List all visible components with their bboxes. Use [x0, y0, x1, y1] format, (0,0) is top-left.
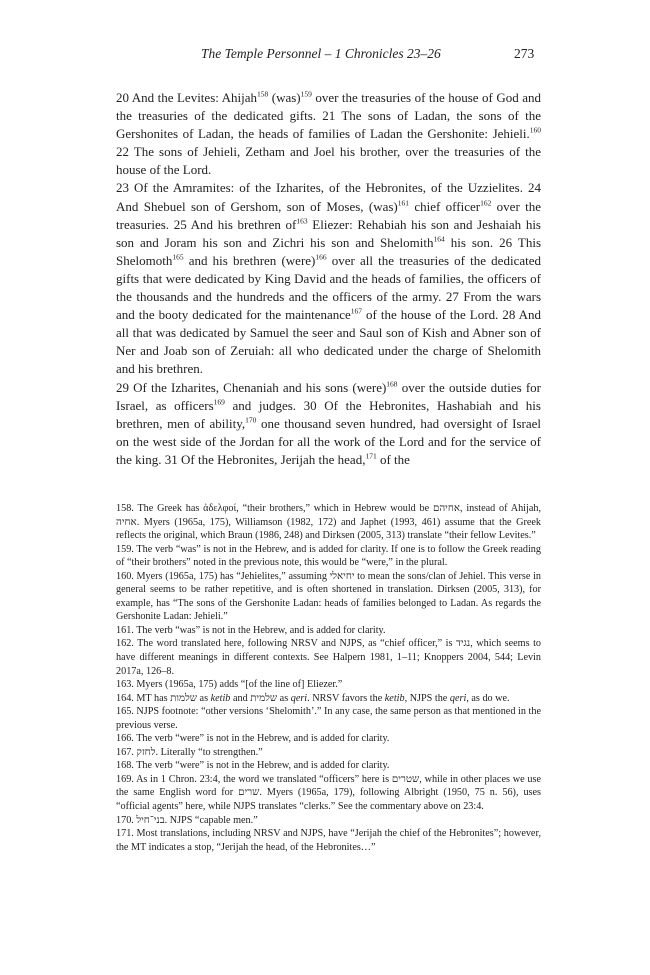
footnote-ref-161[interactable]: 161	[397, 198, 410, 208]
footnote-165: 165. NJPS footnote: “other versions ‘Shelomith’.” In any case, the same person as that mentioned in the previous verse.	[116, 706, 541, 731]
footnote-ref-164[interactable]: 164	[433, 234, 445, 244]
footnote-ref-169[interactable]: 169	[213, 397, 225, 407]
footnote-ref-168[interactable]: 168	[386, 379, 398, 389]
main-text	[116, 89, 541, 469]
paragraph-verses-29-31: 29 Of the Izharites, Chenaniah and his sons (were)$^{168}$ over the outside duties for Israel, as officers$^{169}$ and judges. 30 Of the Hebronites, Hashabiah and his brethren, men of ability,$^{170}$ one thousand seven hundred, had oversight of Israel on the west side of the Jordan for all the work of the Lord and for the service of the king. 31 Of the Hebronites, Jerijah the head,$^{171}$ of the	[116, 379, 541, 467]
footnote-ref-167[interactable]: 167	[350, 306, 363, 316]
footnote-ref-158[interactable]: 158	[257, 89, 269, 99]
footnote-168: 168. The verb “were” is not in the Hebrew, and is added for clarity.	[116, 760, 390, 772]
page-number: 273	[514, 46, 535, 61]
footnote-161: 161. The verb “was” is not in the Hebrew, and is added for clarity.	[116, 624, 386, 636]
running-title: The Temple Personnel – 1 Chronicles 23–26	[201, 46, 441, 61]
footnote-169: 169. As in 1 Chron. 23:4, the word we translated “officers” here is שטרים, while in other places we use the same English word for שרים. Myers (1965a, 179), following Albright (1950, 75 n. 56), uses “official agents” here, while NJPS translates “clerks.” See the commentary above on 23:4.	[116, 773, 542, 813]
footnote-164: 164. MT has שלמות as ketib and שלמית as qeri. NRSV favors the ketib, NJPS the qeri, as do we.	[116, 692, 510, 704]
footnote-ref-160[interactable]: 160	[529, 125, 541, 135]
footnote-171: 171. Most translations, including NRSV and NJPS, have “Jerijah the chief of the Hebronites”; however, the MT indicates a stop, “Jerijah the head, of the Hebronites…”	[116, 828, 541, 853]
footnote-ref-165[interactable]: 165	[172, 252, 184, 262]
footnote-ref-170[interactable]: 170	[245, 415, 257, 425]
footnote-ref-159[interactable]: 159	[300, 89, 312, 99]
paragraph-verses-20-22: 20 And the Levites: Ahijah$^{158}$ (was)$^{159}$ over the treasuries of the house of God and the treasuries of the dedicated gifts. 21 The sons of Ladan, the sons of the Gershonites of Ladan, the heads of families of Ladan the Gershonite: Jehieli.$^{160}$ 22 The sons of Jehieli, Zetham and Joel his brother, over the treasuries of the house of the Lord.	[116, 89, 541, 178]
footnote-ref-162[interactable]: 162	[480, 198, 492, 208]
footnote-166: 166. The verb “were” is not in the Hebrew, and is added for clarity.	[116, 733, 390, 745]
footnote-ref-171[interactable]: 171	[365, 451, 377, 461]
footnote-ref-166[interactable]: 166	[315, 252, 327, 262]
footnotes	[116, 502, 541, 854]
footnote-159: 159. The verb “was” is not in the Hebrew, and is added for clarity. If one is to follow the Greek reading of “their brothers” noted in the previous note, this would be “were,” in the plural.	[116, 543, 541, 569]
page-header	[0, 46, 650, 66]
footnote-163: 163. Myers (1965a, 175) adds “[of the line of] Eliezer.”	[116, 679, 343, 691]
footnote-160: 160. Myers (1965a, 175) has “Jehielites,” assuming יחיאלי to mean the sons/clan of Jehiel. This verse in general seems to be rather repetitive, and is often shortened in translation. Dirksen (2005, 313), for example, has “The sons of the Gershonite Ladan: heads of families belonged to Ladan. As regards the Gershonite Ladan: Jehieli.”	[116, 570, 541, 623]
footnote-170: 170. בני־חיל. NJPS “capable men.”	[116, 814, 258, 826]
footnote-ref-163[interactable]: 163	[296, 216, 308, 226]
footnote-167: 167. לחזק. Literally “to strengthen.”	[116, 746, 263, 758]
paragraph-verses-23-28: 23 Of the Amramites: of the Izharites, of the Hebronites, of the Uzzielites. 24 And Shebuel son of Gershom, son of Moses, (was)$^{161}$ chief officer$^{162}$ over the treasuries. 25 And his brethren $of^{163}$ Eliezer: Rehabiah his son and Jeshaiah his son and Joram his son and Zichri his son and Shelomith$^{164}$ his son. 26 This Shelomoth$^{165}$ and his brethren (were)$^{166}$ over all the treasuries of the dedicated gifts that were dedicated by King David and the heads of families, the officers of the thousands and the hundreds and the officers of the army. 27 From the wars and the booty dedicated for the maintenance$^{167}$ of the house of the Lord. 28 And all that was dedicated by Samuel the seer and Saul son of Kish and Abner son of Ner and Joab son of Zeruiah: all who dedicated under the charge of Shelomith and his brethren.	[116, 180, 542, 377]
footnote-158: 158. The Greek has ἀδελφοί, “their brothers,” which in Hebrew would be אחיהם, instead of Ahijah, אחיה. Myers (1965a, 175), Williamson (1982, 172) and Japhet (1993, 461) assume that the Greek reflects the original, which Braun (1986, 248) and Dirksen (2005, 313) translate “their fellow Levites.”	[116, 503, 542, 542]
footnote-162: 162. The word translated here, following NRSV and NJPS, as “chief officer,” is נגיד, which seems to have different meanings in different contexts. See Halpern 1981, 1–11; Knoppers 2004, 544; Levin 2017a, 126–8.	[116, 638, 541, 677]
